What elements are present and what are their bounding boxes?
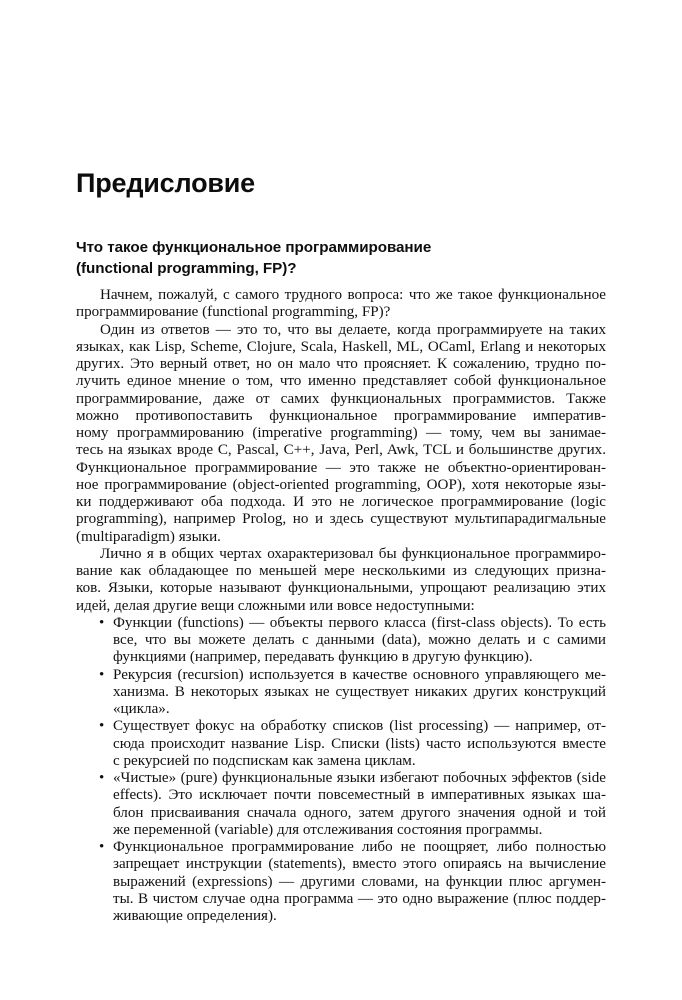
- text-line: ки поддерживают оба подхода. И это не логическое программирование (logic: [76, 494, 606, 510]
- text-line: effects). Это исключает почти повсеместный в императивных языках ша-: [113, 787, 606, 804]
- feature-list: [76, 615, 606, 926]
- text-line: Функциональное программирование — это также не объектно-ориентирован-: [76, 459, 606, 476]
- text-line: все, что вы можете делать с данными (data), можно делать и с самими: [113, 632, 606, 648]
- text-line: запрещает инструкции (statements), вместо этого опираясь на вычисление: [113, 856, 606, 873]
- text-line: Функции (functions) — объекты первого класса (first-class objects). То есть: [113, 614, 606, 631]
- paragraph-3: [76, 546, 606, 615]
- text-line: программирование, даже от самих функциональных программистов. Также: [76, 390, 606, 407]
- list-item-list-processing: [76, 718, 606, 770]
- page-content: [76, 168, 606, 925]
- list-item-pure-functions: [76, 770, 606, 839]
- text-line: тесь на языках вроде C, Pascal, C++, Java, Perl, Awk, TCL и большинстве других.: [76, 442, 606, 459]
- text-line: Существует фокус на обработку списков (list processing) — например, от-: [113, 718, 606, 735]
- text-line: ков. Языки, которые называют функциональными, упрощают реализацию этих: [76, 580, 606, 597]
- section-heading: [76, 238, 606, 279]
- text-line: Лично я в общих чертах охарактеризовал бы функциональное программиро-: [100, 545, 606, 562]
- page-title: Предисловие: [76, 168, 255, 198]
- text-line: сюда происходит название Lisp. Списки (lists) часто используются вместе: [113, 735, 606, 752]
- text-line: вание как обладающее по меньшей мере несколькими из следующих призна-: [76, 563, 606, 579]
- bullet-icon: •: [99, 839, 105, 855]
- section-heading-line-1: Что такое функциональное программирование: [76, 239, 432, 256]
- text-line: Функциональное программирование либо не поощряет, либо полностью: [113, 839, 606, 855]
- text-line: живающие определения).: [113, 908, 277, 924]
- text-line: (multiparadigm) языки.: [76, 528, 221, 545]
- text-line: «цикла».: [113, 701, 170, 717]
- bullet-icon: •: [99, 770, 105, 786]
- text-line: языках, как Lisp, Scheme, Clojure, Scala, Haskell, ML, OCaml, Erlang и некоторых: [76, 338, 606, 355]
- text-line: же переменной (variable) для отслеживания состояния программы.: [113, 821, 543, 838]
- text-line: programming), например Prolog, но и здесь существуют мультипарадигмальные: [76, 511, 606, 528]
- text-line: блон присваивания сначала одного, затем другого значения одной и той: [113, 804, 606, 821]
- bullet-icon: •: [99, 666, 105, 683]
- text-line: программирование (functional programming, FP)?: [76, 304, 391, 321]
- text-line: лучить единое мнение о том, что именно представляет собой функциональное: [76, 373, 606, 390]
- text-line: Рекурсия (recursion) используется в качестве основного управляющего ме-: [113, 666, 606, 683]
- text-line: ное программирование (object-oriented programming, OOP), хотя некоторые язы-: [76, 476, 606, 493]
- text-line: ты. В чистом случае одна программа — это одно выражение (плюс поддер-: [113, 890, 606, 907]
- section-heading-line-2: (functional programming, FP)?: [76, 259, 297, 277]
- list-item-functions: [76, 615, 606, 667]
- text-line: с рекурсией по подспискам как замена циклам.: [113, 752, 416, 769]
- text-line: идей, делая другие вещи сложными или вовсе недоступными:: [76, 597, 475, 614]
- bullet-icon: •: [99, 718, 105, 735]
- paragraph-1: [76, 287, 606, 322]
- text-line: других. Это верный ответ, но он мало что проясняет. К сожалению, трудно по-: [76, 356, 606, 372]
- text-line: «Чистые» (pure) функциональные языки избегают побочных эффектов (side: [113, 770, 606, 786]
- text-line: можно противопоставить функциональное программирование императив-: [76, 407, 606, 424]
- list-item-recursion: [76, 667, 606, 719]
- text-line: функциями (например, передавать функцию в другую функцию).: [113, 649, 533, 666]
- list-item-expressions: [76, 839, 606, 925]
- text-line: ному программированию (imperative programming) — тому, чем вы занимае-: [76, 425, 606, 441]
- paragraph-2: [76, 322, 606, 546]
- bullet-icon: •: [99, 614, 105, 631]
- text-line: выражений (expressions) — другими словами, на функции плюс аргумен-: [113, 873, 606, 890]
- text-line: ханизма. В некоторых языках не существует никаких других конструкций: [113, 683, 606, 700]
- text-line: Начнем, пожалуй, с самого трудного вопроса: что же такое функциональное: [100, 287, 606, 303]
- text-line: Один из ответов — это то, что вы делаете, когда программируете на таких: [100, 321, 606, 338]
